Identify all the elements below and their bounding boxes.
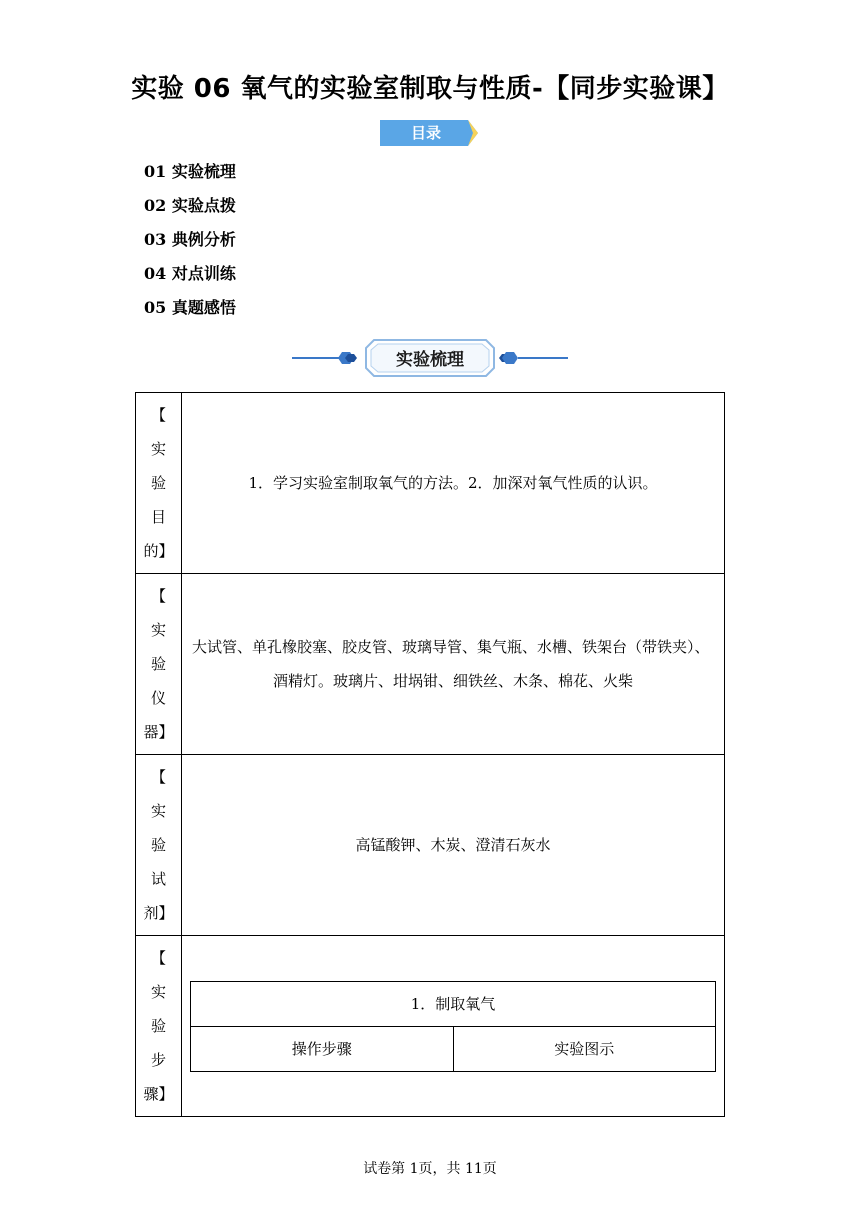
steps-column-operation: 操作步骤: [191, 1026, 454, 1071]
section-banner: [290, 336, 570, 380]
table-row: [136, 755, 725, 936]
toc-item[interactable]: 02 实验点拨: [144, 196, 236, 215]
instruments-line: 大试管、单孔橡胶塞、胶皮管、玻璃导管、集气瓶、水槽、铁架台（带铁夹）、: [192, 638, 710, 656]
table-of-contents: [144, 160, 236, 330]
page-title: 实验 06 氧气的实验室制取与性质-【同步实验课】: [131, 74, 729, 104]
instruments-line: 酒精灯。玻璃片、坩埚钳、细铁丝、木条、棉花、火柴: [272, 672, 633, 690]
label-char: 的】: [143, 542, 174, 560]
steps-table-header: 1．制取氧气: [191, 981, 716, 1026]
toc-item[interactable]: 05 真题感悟: [144, 298, 236, 317]
toc-badge: [380, 118, 480, 148]
label-char: 仪: [150, 689, 166, 707]
page-footer: 试卷第 1页，共 11页: [363, 1161, 497, 1177]
section-banner-label: 实验梳理: [396, 350, 464, 370]
label-char: 实: [150, 440, 166, 458]
table-row: [136, 574, 725, 755]
label-char: 【: [150, 587, 166, 605]
toc-item[interactable]: 01 实验梳理: [144, 162, 236, 181]
row-label: [136, 755, 182, 936]
label-char: 验: [150, 1017, 166, 1035]
experiment-steps: [182, 936, 725, 1117]
label-char: 验: [150, 474, 166, 492]
label-char: 【: [150, 768, 166, 786]
steps-column-diagram: 实验图示: [453, 1026, 716, 1071]
label-char: 实: [150, 621, 166, 639]
row-label: [136, 574, 182, 755]
label-char: 器】: [143, 723, 174, 741]
steps-table: [190, 981, 716, 1072]
experiment-instruments: [182, 574, 725, 755]
experiment-purpose: 1．学习实验室制取氧气的方法。2．加深对氧气性质的认识。: [182, 393, 725, 574]
label-char: 【: [150, 406, 166, 424]
label-char: 剂】: [143, 904, 174, 922]
label-char: 验: [150, 836, 166, 854]
row-label: [136, 393, 182, 574]
label-char: 目: [150, 508, 166, 526]
table-row: [136, 936, 725, 1117]
row-label: [136, 936, 182, 1117]
label-char: 试: [150, 870, 166, 888]
label-char: 实: [150, 983, 166, 1001]
label-char: 【: [150, 949, 166, 967]
label-char: 骤】: [143, 1085, 174, 1103]
label-char: 步: [150, 1051, 166, 1069]
toc-item[interactable]: 04 对点训练: [144, 264, 236, 283]
label-char: 验: [150, 655, 166, 673]
table-row: [136, 393, 725, 574]
experiment-reagents: 高锰酸钾、木炭、澄清石灰水: [182, 755, 725, 936]
experiment-table: [135, 392, 725, 1117]
label-char: 实: [150, 802, 166, 820]
toc-item[interactable]: 03 典例分析: [144, 230, 236, 249]
toc-badge-label: 目录: [410, 124, 441, 142]
